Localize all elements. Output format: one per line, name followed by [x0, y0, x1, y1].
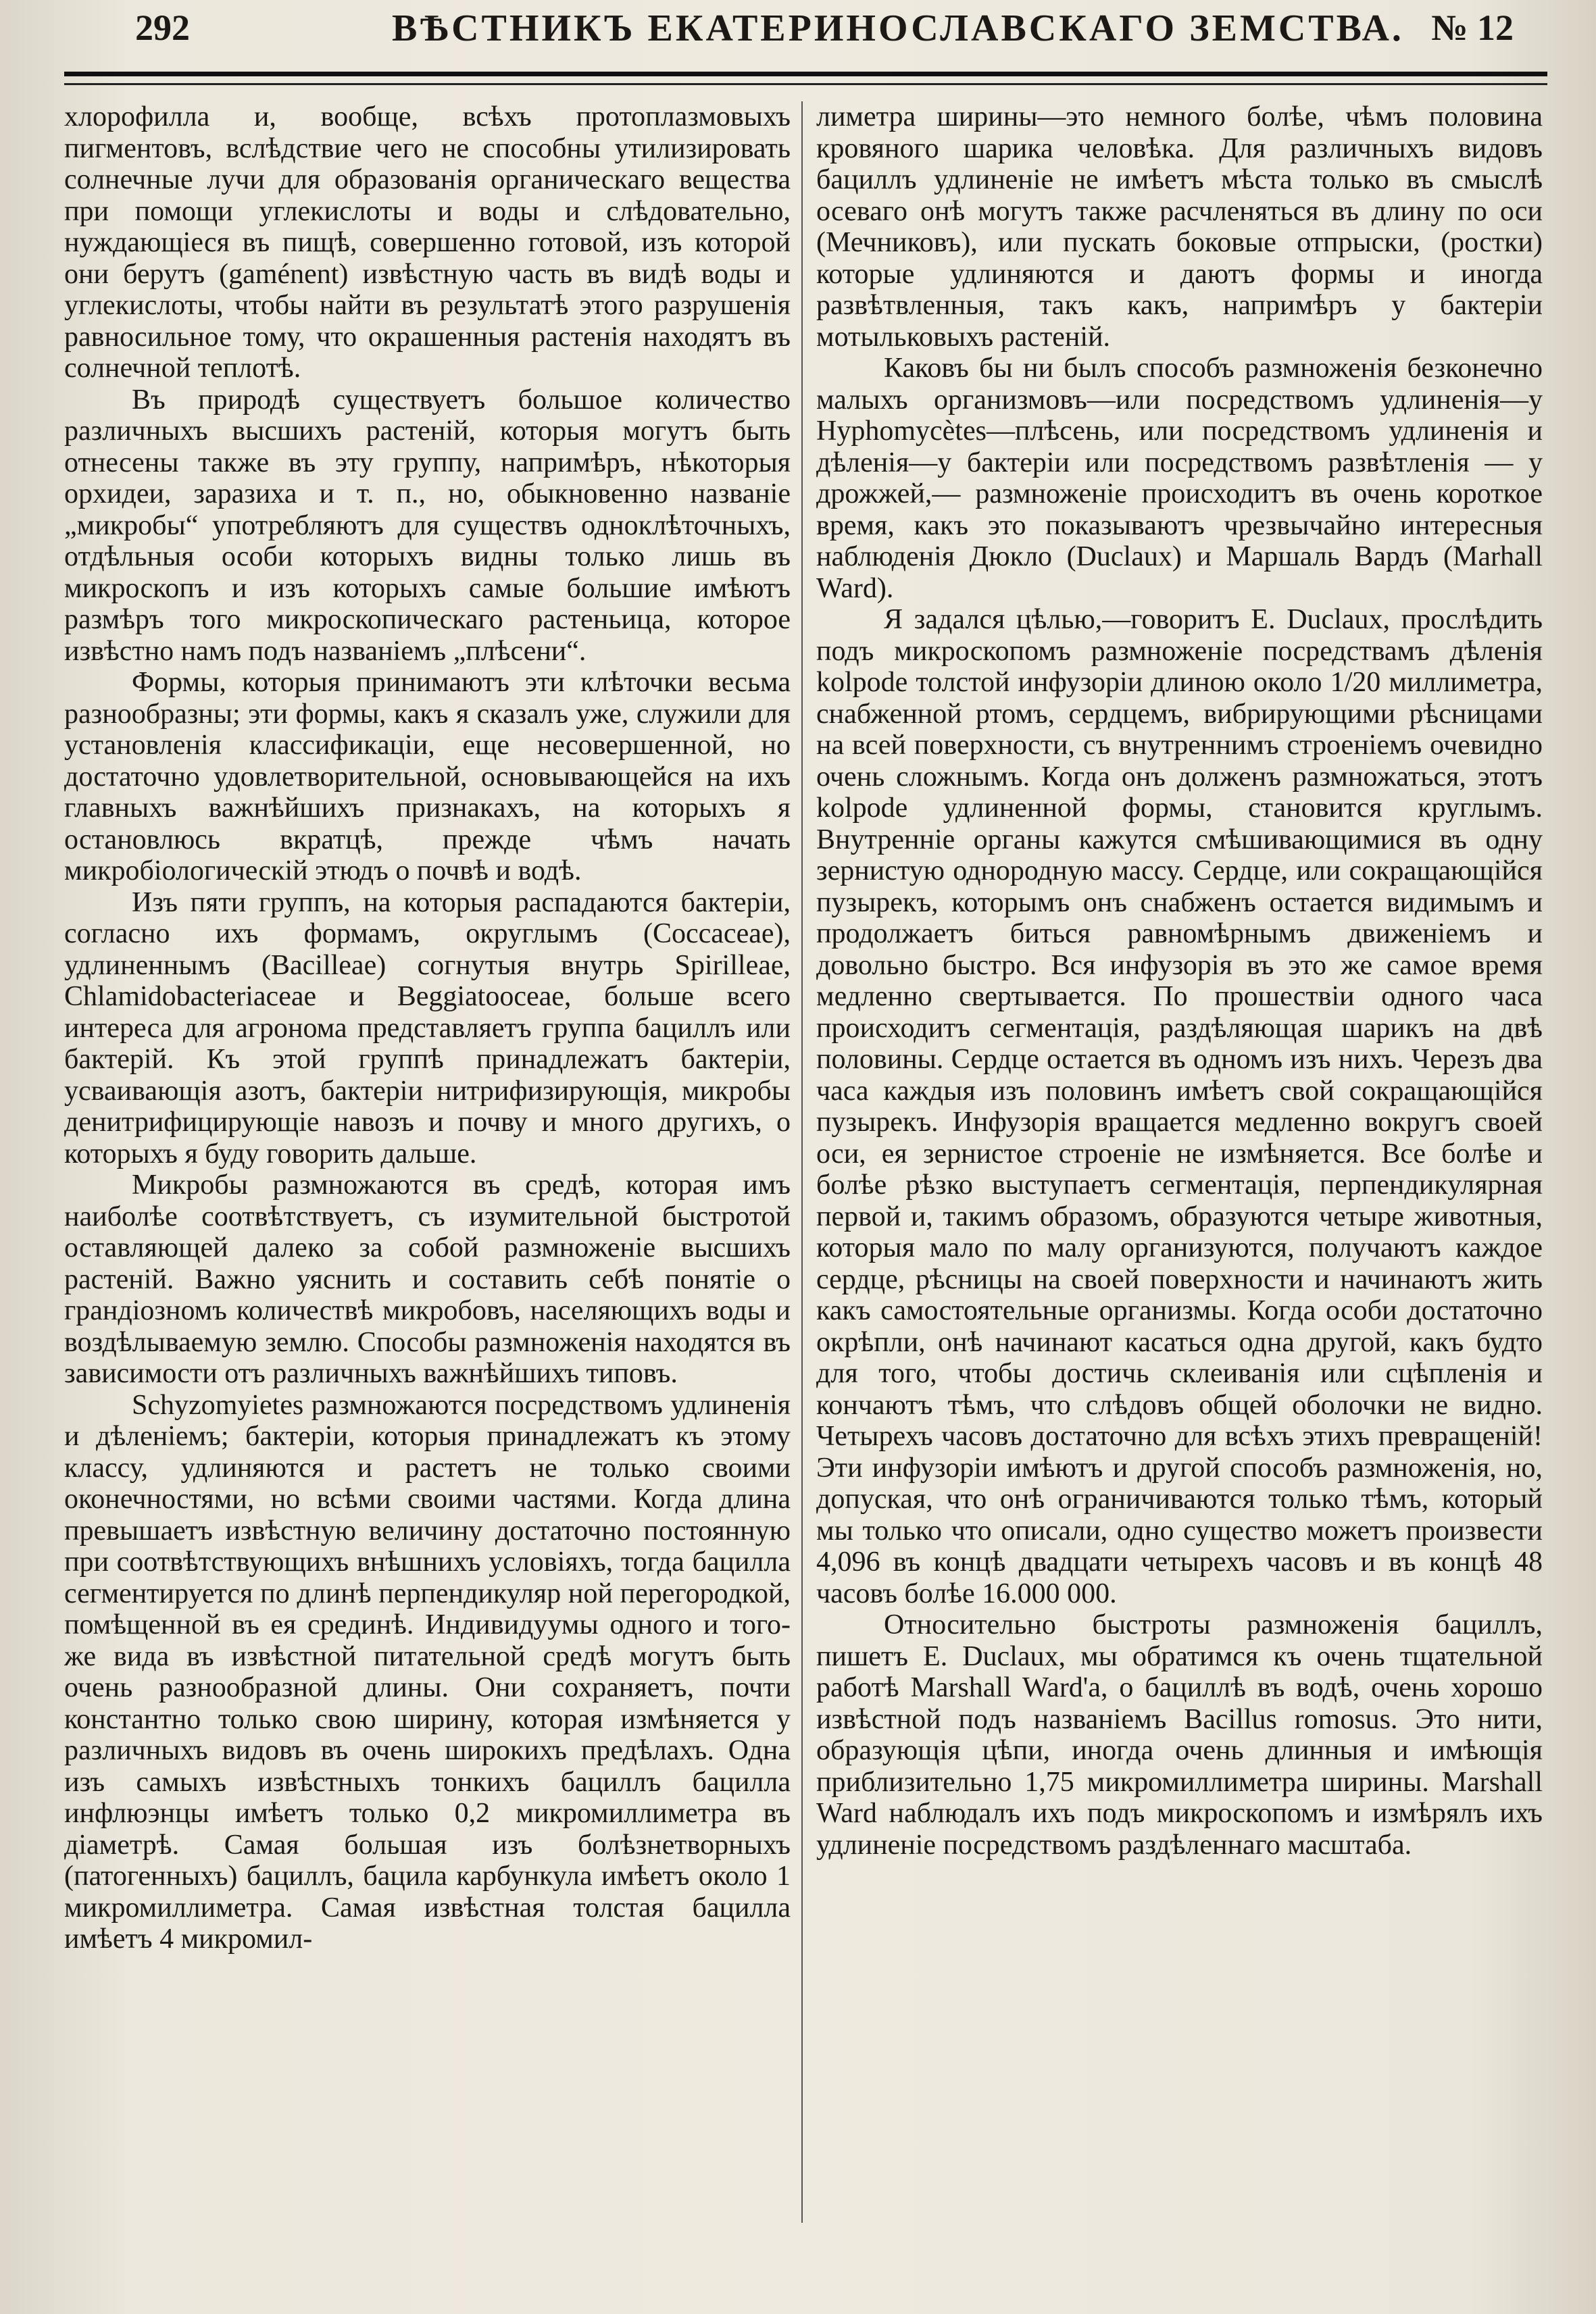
paragraph: Относительно быстроты размноженія бациллъ, пишетъ Е. Duclaux, мы обратимся къ очень тщательной работѣ Marshall Ward'a, о бациллѣ въ водѣ, очень хорошо извѣстной подъ названіемъ Bacillus romosus. Это нити, образующія цѣпи, иногда очень длинныя и имѣющія приблизительно 1,75 микромиллиметра ширины. Marshall Ward наблюдалъ ихъ подъ микроскопомъ и измѣрялъ ихъ удлиненіе посредствомъ раздѣленнаго масштаба.	[816, 1609, 1543, 1861]
paragraph: Формы, которыя принимаютъ эти клѣточки весьма разнообразны; эти формы, какъ я сказалъ уже, служили для установленія классификаціи, еще несовершенной, но достаточно удовлетворительной, основывающейся на ихъ главныхъ важнѣйшихъ признакахъ, на которыхъ я остановлюсь вкратцѣ, прежде чѣмъ начать микробіологическій этюдъ о почвѣ и водѣ.	[64, 667, 791, 886]
paragraph: Изъ пяти группъ, на которыя распадаются бактеріи, согласно ихъ формамъ, округлымъ (Coccaceae), удлиненнымъ (Bacilleae) согнутыя внутрь Spirilleae, Chlamidobacteriaceae и Beggiatooceae, больше всего интереса для агронома представляетъ группа бациллъ или бактерій. Къ этой группѣ принадлежатъ бактеріи, усваивающія азотъ, бактеріи нитрифизирующія, микробы денитрифицирующіе навозъ и почву и много другихъ, о которыхъ я буду говорить дальше.	[64, 886, 791, 1169]
right-column	[816, 101, 1543, 1861]
paragraph: Въ природѣ существуетъ большое количество различныхъ высшихъ растеній, которыя могутъ быть отнесены также въ эту группу, напримѣръ, нѣкоторыя орхидеи, заразиха и т. п., но, обыкновенно названіе „микробы“ употребляютъ для существъ одноклѣточныхъ, отдѣльныя особи которыхъ видны только лишь въ микроскопъ и изъ которыхъ самые большие имѣютъ размѣръ того микроскопическаго растеньица, которое извѣстно намъ подъ названіемъ „плѣсени“.	[64, 384, 791, 667]
header-rule-thin	[64, 83, 1547, 85]
paragraph: Schyzomyietes размножаются посредствомъ удлиненія и дѣленіемъ; бактеріи, которыя принадлежатъ къ этому классу, удлиняются и растетъ не только своими оконечностями, но всѣми своими частями. Когда длина превышаетъ извѣстную величину достаточно постоянную при соотвѣтствующихъ внѣшнихъ условіяхъ, тогда бацилла сегментируется по длинѣ перпендикуляр ной перегородкой, помѣщенной въ ея срединѣ. Индивидуумы одного и того-же вида въ извѣстной питательной средѣ могутъ быть очень разнообразной длины. Они сохраняетъ, почти константно только свою ширину, которая измѣняется у различныхъ видовъ въ очень широкихъ предѣлахъ. Одна изъ самыхъ извѣстныхъ тонкихъ бациллъ бацилла инфлюэнцы имѣетъ только 0,2 микромиллиметра въ діаметрѣ. Самая большая изъ болѣзнетворныхъ (патогенныхъ) бациллъ, бацила карбункула имѣетъ около 1 микромиллиметра. Самая извѣстная толстая бацилла имѣетъ 4 микромил-	[64, 1389, 791, 1955]
left-column	[64, 101, 791, 1955]
page-header	[68, 7, 1534, 61]
issue-number: № 12	[1431, 7, 1514, 48]
header-rule-thick	[64, 72, 1547, 76]
journal-title: ВѢСТНИКЪ ЕКАТЕРИНОСЛАВСКАГО ЗЕМСТВА.	[392, 7, 1404, 49]
column-divider	[801, 101, 803, 2223]
page-number: 292	[135, 7, 190, 48]
paragraph: Каковъ бы ни былъ способъ размноженія безконечно малыхъ организмовъ—или посредствомъ удлиненія—у Hyphomycètes—плѣсень, или посредствомъ удлиненія и дѣленія—у бактеріи или посредствомъ развѣтленія — у дрожжей,— размноженіе происходитъ въ очень короткое время, какъ это показываютъ чрезвычайно интересныя наблюденія Дюкло (Duclaux) и Маршаль Вардъ (Marhall Ward).	[816, 353, 1543, 604]
paragraph: хлорофилла и, вообще, всѣхъ протоплазмовыхъ пигментовъ, вслѣдствие чего не способны утилизировать солнечные лучи для образованія органическаго вещества при помощи углекислоты и воды и слѣдовательно, нуждающіеся въ пищѣ, совершенно готовой, изъ которой они берутъ (gaménent) извѣстную часть въ видѣ воды и углекислоты, чтобы найти въ результатѣ этого разрушенія равносильное тому, что окрашенныя растенія находятъ въ солнечной теплотѣ.	[64, 101, 791, 384]
paragraph: Я задался цѣлью,—говоритъ Е. Duclaux, прослѣдить подъ микроскопомъ размноженіе посредствамъ дѣленія kolpode толстой инфузоріи длиною около 1/20 миллиметра, снабженной ртомъ, сердцемъ, вибрирующими рѣсницами на всей поверхности, съ внутреннимъ строеніемъ очевидно очень сложнымъ. Когда онъ долженъ размножаться, этотъ kolpode удлиненной формы, становится круглымъ. Внутренніе органы кажутся смѣшивающимися въ одну зернистую однородную массу. Сердце, или сокращающійся пузырекъ, которымъ онъ снабженъ остается видимымъ и продолжаетъ биться равномѣрнымъ движеніемъ и довольно быстро. Вся инфузорія въ это же самое время медленно свертывается. По прошествіи одного часа происходитъ сегментація, раздѣляющая шарикъ на двѣ половины. Сердце остается въ одномъ изъ нихъ. Черезъ два часа каждыя изъ половинъ имѣетъ свой сокращающійся пузырекъ. Инфузорія вращается медленно вокругъ своей оси, ея зернистое строеніе не измѣняется. Все болѣе и болѣе рѣзко выступаетъ сегментація, перпендикулярная первой и, такимъ образомъ, образуются четыре животныя, которыя мало по малу организуются, получаютъ каждое сердце, рѣсницы на своей поверхности и начинаютъ жить какъ самостоятельные организмы. Когда особи достаточно окрѣпли, онѣ начинают касаться одна другой, какъ будто для того, чтобы достичь склеиванія или сцѣпленія и кончаютъ тѣмъ, что слѣдовъ общей оболочки не видно. Четырехъ часовъ достаточно для всѣхъ этихъ превращеній! Эти инфузоріи имѣютъ и другой способъ размноженія, но, допуская, что онѣ ограничиваются только тѣмъ, который мы только что описали, одно существо можетъ произвести 4,096 въ концѣ двадцати четырехъ часовъ и въ концѣ 48 часовъ болѣе 16.000 000.	[816, 604, 1543, 1609]
paragraph: лиметра ширины—это немного болѣе, чѣмъ половина кровяного шарика человѣка. Для различныхъ видовъ бациллъ удлиненіе не имѣетъ мѣста только въ смыслѣ осеваго онѣ могутъ также расчленяться въ длину по оси (Мечниковъ), или пускать боковые отпрыски, (ростки) которые удлиняются и даютъ формы и иногда развѣтвленныя, такъ какъ, напримѣръ у бактеріи мотыльковыхъ растеній.	[816, 101, 1543, 353]
paragraph: Микробы размножаются въ средѣ, которая имъ наиболѣе соотвѣтствуетъ, съ изумительной быстротой оставляющей далеко за собой размноженіе высшихъ растеній. Важно уяснить и составить себѣ понятіе о грандіозномъ количествѣ микробовъ, населяющихъ воды и воздѣлываемую землю. Способы размноженія находятся въ зависимости отъ различныхъ важнѣйшихъ типовъ.	[64, 1169, 791, 1389]
